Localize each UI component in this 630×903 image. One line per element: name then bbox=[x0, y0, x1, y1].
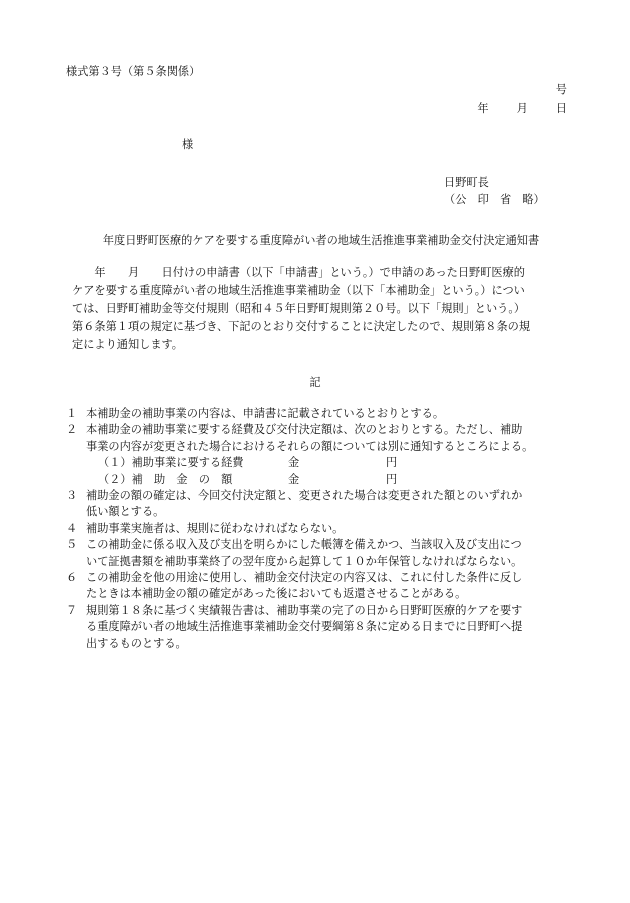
item-line: いて証拠書類を補助事業終了の翌年度から起算して１０か年保管しなければならない。 bbox=[86, 554, 523, 568]
item-line: この補助金に係る収入及び支出を明らかにした帳簿を備えかつ、当該収入及び支出につ bbox=[86, 538, 522, 552]
item-line: 事業の内容が変更された場合におけるそれらの額については別に通知するところによる。 bbox=[86, 439, 534, 453]
item-line: 本補助金の補助事業の内容は、申請書に記載されているとおりとする。 bbox=[86, 407, 445, 420]
list-item bbox=[66, 570, 576, 603]
body-line: 第６条第１項の規定に基づき、下記のとおり交付することに決定したので、規則第８条の規 bbox=[72, 320, 531, 333]
form-number: 様式第３号（第５条関係） bbox=[66, 65, 201, 78]
list-item bbox=[66, 406, 576, 422]
item-line: この補助金を他の用途に使用し、補助金交付決定の内容又は、これに付した条件に反し bbox=[86, 571, 523, 585]
body-line: 年 月 日付けの申請書（以下「申請書」という。）で申請のあった日野町医療的 bbox=[72, 266, 525, 279]
seal-omitted-note: （公 印 省 略） bbox=[444, 193, 545, 206]
item-line: 本補助金の補助事業に要する経費及び交付決定額は、次のとおりとする。ただし、補助 bbox=[86, 423, 523, 437]
document-number-label: 号 bbox=[555, 83, 567, 96]
amount-label: （２）補 助 金 の 額 bbox=[98, 472, 233, 486]
body-line: ては、日野町補助金等交付規則（昭和４５年日野町規則第２０号。以下「規則」という。） bbox=[72, 302, 526, 315]
item-number: ５ bbox=[66, 538, 78, 552]
conditions-list bbox=[66, 406, 576, 652]
body-line: ケアを要する重度障がい者の地域生活推進事業補助金（以下「本補助金」という。）につい bbox=[72, 284, 525, 297]
item-line: る重度障がい者の地域生活推進事業補助金交付要綱第８条に定める日までに日野町へ提 bbox=[86, 620, 523, 634]
amount-kin: 金 bbox=[288, 456, 300, 470]
month-label: 月 bbox=[516, 102, 528, 115]
document-title: 年度日野町医療的ケアを要する重度障がい者の地域生活推進事業補助金交付決定通知書 bbox=[102, 234, 540, 247]
list-item bbox=[66, 537, 576, 570]
ki-heading: 記 bbox=[309, 376, 321, 389]
body-line: 定により通知します。 bbox=[72, 338, 183, 351]
item-line: たときは本補助金の額の確定があった後においても返還させることがある。 bbox=[86, 587, 467, 601]
amount-yen: 円 bbox=[386, 472, 398, 486]
amount-kin: 金 bbox=[288, 472, 300, 486]
item-line: 低い額とする。 bbox=[86, 505, 165, 519]
item-line: 規則第１８条に基づく実績報告書は、補助事業の完了の日から日野町医療的ケアを要す bbox=[86, 603, 523, 617]
list-item bbox=[66, 521, 576, 537]
amount-row-subsidy bbox=[66, 472, 576, 488]
list-item bbox=[66, 422, 576, 455]
list-item bbox=[66, 603, 576, 652]
item-line: 出するものとする。 bbox=[86, 636, 187, 650]
item-line: 補助金の額の確定は、今回交付決定額と、変更された場合は変更された額とのいずれか bbox=[86, 489, 523, 503]
amount-yen: 円 bbox=[386, 456, 398, 470]
issuer: 日野町長 bbox=[444, 176, 489, 189]
issue-date bbox=[477, 101, 567, 117]
list-item bbox=[66, 488, 576, 521]
item-number: ６ bbox=[66, 571, 78, 585]
item-number: ７ bbox=[66, 603, 78, 617]
day-label: 日 bbox=[555, 102, 567, 115]
amount-row-cost bbox=[66, 455, 576, 471]
amount-label: （１）補助事業に要する経費 bbox=[98, 456, 244, 470]
addressee: 様 bbox=[182, 138, 194, 151]
item-number: ４ bbox=[66, 521, 78, 535]
item-number: １ bbox=[66, 407, 78, 420]
notice-body bbox=[72, 264, 572, 354]
year-label: 年 bbox=[477, 102, 489, 115]
item-number: ２ bbox=[66, 423, 78, 437]
item-number: ３ bbox=[66, 489, 78, 503]
item-line: 補助事業実施者は、規則に従わなければならない。 bbox=[86, 521, 344, 535]
